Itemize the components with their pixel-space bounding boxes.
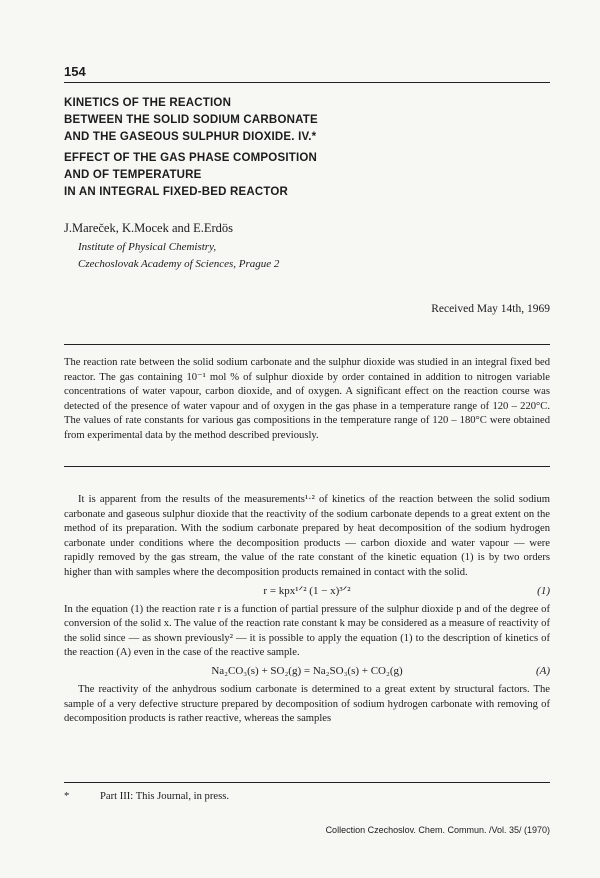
abstract: The reaction rate between the solid sodium carbonate and the sulphur dioxide was studied in an integral fixed bed reactor. The gas containing 10⁻¹ mol % of sulphur dioxide by order contained in addition to nitrogen variable concentrations of water vapour, carbon dioxide, and of oxygen. A significant effect on the reaction course was detected of the presence of water vapour and of oxygen in the gas phase in a temperature range of 120 – 220°C. The values of rate constants for various gas compositions in the temperature range of 120 – 180°C were obtained from experimental data by the method described previously.	[64, 357, 550, 441]
article-title	[64, 95, 554, 201]
footnote-rule	[64, 782, 550, 783]
equation-number: (A)	[535, 664, 550, 677]
title-line: KINETICS OF THE REACTION	[64, 97, 232, 109]
affiliation-line: Czechoslovak Academy of Sciences, Prague 2	[78, 258, 280, 270]
journal-citation: Collection Czechoslov. Chem. Commun. /Vol. 35/ (1970)	[325, 825, 550, 835]
equation-A	[64, 662, 550, 682]
equation-number: (1)	[537, 584, 550, 597]
body-paragraph: It is apparent from the results of the measurements¹·² of kinetics of the reaction between the solid sodium carbonate and gaseous sulphur dioxide that the reactivity of the sodium carbonate depends to a great extent on the method of its preparation. With the sodium carbonate prepared by heat decomposition of the sodium hydrogen carbonate under conditions where the decomposition products — carbon dioxide and water vapour — were rapidly removed by the gas stream, the value of the rate constant of the kinetic equation (1) is by two orders higher than with samples where the decomposition products remained in contact with the solid.	[64, 494, 550, 578]
abstract-bottom-rule	[64, 466, 550, 467]
subtitle-line: IN AN INTEGRAL FIXED-BED REACTOR	[64, 186, 289, 198]
body-paragraph: In the equation (1) the reaction rate r is a function of partial pressure of the sulphur dioxide p and of the degree of conversion of the solid x. The value of the reaction rate constant k may be considered as a measure of reactivity of the solid since — as shown previously² — it is possible to apply the equation (1) to the description of kinetics of the reaction (A) even in the case of the reactive sample.	[64, 603, 550, 659]
affiliation	[78, 239, 279, 273]
title-line: BETWEEN THE SOLID SODIUM CARBONATE	[64, 114, 318, 126]
subtitle-line: EFFECT OF THE GAS PHASE COMPOSITION	[64, 152, 317, 164]
equation-1	[64, 582, 550, 602]
authors: J.Mareček, K.Mocek and E.Erdös	[64, 221, 234, 235]
affiliation-line: Institute of Physical Chemistry,	[78, 241, 217, 253]
body-paragraph: The reactivity of the anhydrous sodium carbonate is determined to a great extent by structural factors. The sample of a very defective structure prepared by decomposition of sodium hydrogen carbonate with removing of decomposition products is rather reactive, whereas the samples	[64, 683, 550, 725]
equation-expression: Na₂CO₃(s) + SO₂(g) = Na₂SO₃(s) + CO₂(g)	[211, 664, 403, 677]
title-line: AND THE GASEOUS SULPHUR DIOXIDE. IV.*	[64, 131, 317, 143]
article-body	[64, 493, 550, 727]
equation-expression: r = kpx¹ᐟ² (1 − x)³ᐟ²	[263, 584, 351, 597]
header-rule	[64, 82, 550, 83]
footnote-text: Part III: This Journal, in press.	[100, 791, 229, 802]
footnote	[64, 791, 229, 802]
footnote-mark: *	[64, 791, 70, 802]
page-number: 154	[64, 64, 86, 79]
abstract-top-rule	[64, 344, 550, 345]
received-date: Received May 14th, 1969	[431, 303, 550, 315]
subtitle-line: AND OF TEMPERATURE	[64, 169, 202, 181]
